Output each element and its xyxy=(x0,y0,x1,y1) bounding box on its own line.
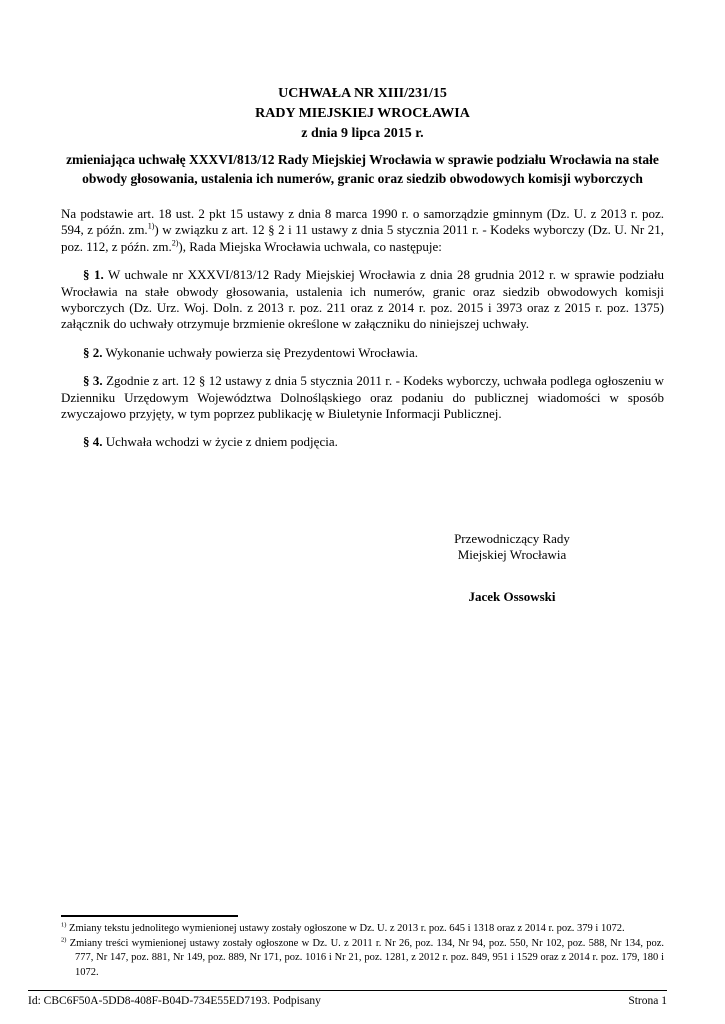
footnote-1 xyxy=(61,922,664,937)
section-marker-3: § 3. xyxy=(83,373,103,389)
title-council-name: RADY MIEJSKIEJ WROCŁAWIA xyxy=(255,106,470,121)
section-paragraph-2 xyxy=(61,345,664,361)
section-marker-1: § 1. xyxy=(83,267,104,283)
preamble-text-part-3: ), Rada Miejska Wrocławia uchwala, co następuje: xyxy=(178,238,442,254)
section-marker-2: § 2. xyxy=(83,344,103,360)
footnote-2 xyxy=(61,937,664,981)
title-date-line: z dnia 9 lipca 2015 r. xyxy=(301,126,424,141)
document-id-text: Id: CBC6F50A-5DD8-408F-B04D-734E55ED7193. Podpisany xyxy=(28,995,321,1007)
footnotes-block xyxy=(61,915,664,980)
preamble-text-part-1: Na podstawie art. 18 ust. 2 pkt 15 ustawy z dnia 8 marca 1990 r. o samorządzie gminnym (Dz. U. z 2013 r. poz. 594, z późn. zm. xyxy=(61,206,664,238)
title-resolution-number: UCHWAŁA NR XIII/231/15 xyxy=(278,86,447,101)
document-body xyxy=(61,206,664,451)
page-footer xyxy=(28,990,667,1008)
section-paragraph-1 xyxy=(61,267,664,333)
section-text-4: Uchwała wchodzi w życie z dniem podjęcia. xyxy=(105,434,338,450)
document-title-block xyxy=(0,84,725,144)
page-number: Strona 1 xyxy=(628,995,667,1007)
signature-block xyxy=(412,531,612,605)
footnote-separator-rule xyxy=(61,915,238,917)
section-paragraph-4 xyxy=(61,434,664,450)
signature-role-line-2: Miejskiej Wrocławia xyxy=(457,547,567,562)
section-text-1: W uchwale nr XXXVI/813/12 Rady Miejskiej Wrocławia z dnia 28 grudnia 2012 r. w sprawie podziału Wrocławia na stałe obwody głosowania, ustalenia ich numerów, granic oraz siedzib obwodowych komisji wyborczych (Dz. Urz. Woj. Doln. z 2013 r. poz. 211 oraz z 2014 r. poz. 2015 i 3973 oraz z 2015 r. poz. 1375) załącznik do uchwały otrzymuje brzmienie określone w załączniku do niniejszej uchwały. xyxy=(61,267,665,332)
footnote-1-marker: 1) xyxy=(61,921,67,929)
section-text-2: Wykonanie uchwały powierza się Prezydentowi Wrocławia. xyxy=(105,344,419,360)
section-paragraph-3 xyxy=(61,373,664,422)
section-text-3: Zgodnie z art. 12 § 12 ustawy z dnia 5 stycznia 2011 r. - Kodeks wyborczy, uchwała podlega ogłoszeniu w Dzienniku Urzędowym Województwa Dolnośląskiego oraz podaniu do publicznej wiadomości w sposób zwyczajowo przyjęty, w tym poprzez publikację w Biuletynie Informacji Publicznej. xyxy=(61,373,664,422)
preamble-paragraph xyxy=(61,206,664,255)
section-marker-4: § 4. xyxy=(83,434,103,450)
signature-name: Jacek Ossowski xyxy=(468,589,556,604)
preamble-text-part-2: ) w związku z art. 12 § 2 i 11 ustawy z dnia 5 stycznia 2011 r. - Kodeks wyborczy (Dz. U. Nr 21, poz. 112, z późn. zm. xyxy=(61,222,664,254)
document-subtitle: zmieniająca uchwałę XXXVI/813/12 Rady Miejskiej Wrocławia w sprawie podziału Wrocławia na stałe obwody głosowania, ustalenia ich numerów, granic oraz siedzib obwodowych komisji wyborczych xyxy=(66,152,659,186)
footnote-reference-1: 1) xyxy=(147,222,155,232)
signature-role-line-1: Przewodniczący Rady xyxy=(454,531,570,546)
footnote-1-text: Zmiany tekstu jednolitego wymienionej ustawy zostały ogłoszone w Dz. U. z 2013 r. poz. 645 i 1318 oraz z 2014 r. poz. 379 i 1072. xyxy=(69,923,625,934)
footnote-2-marker: 2) xyxy=(61,936,67,943)
footnote-2-text: Zmiany treści wymienionej ustawy zostały ogłoszone w Dz. U. z 2011 r. Nr 26, poz. 134, Nr 94, poz. 550, Nr 102, poz. 588, Nr 134, poz. 777, Nr 147, poz. 881, Nr 149, poz. 889, Nr 171, poz. 1016 i Nr 21, poz. 1281, z 2012 r. poz. 849, 951 i 1529 oraz z 2014 r. poz. 179, 180 i 1072. xyxy=(69,937,665,978)
footnote-reference-2: 2) xyxy=(171,238,179,248)
